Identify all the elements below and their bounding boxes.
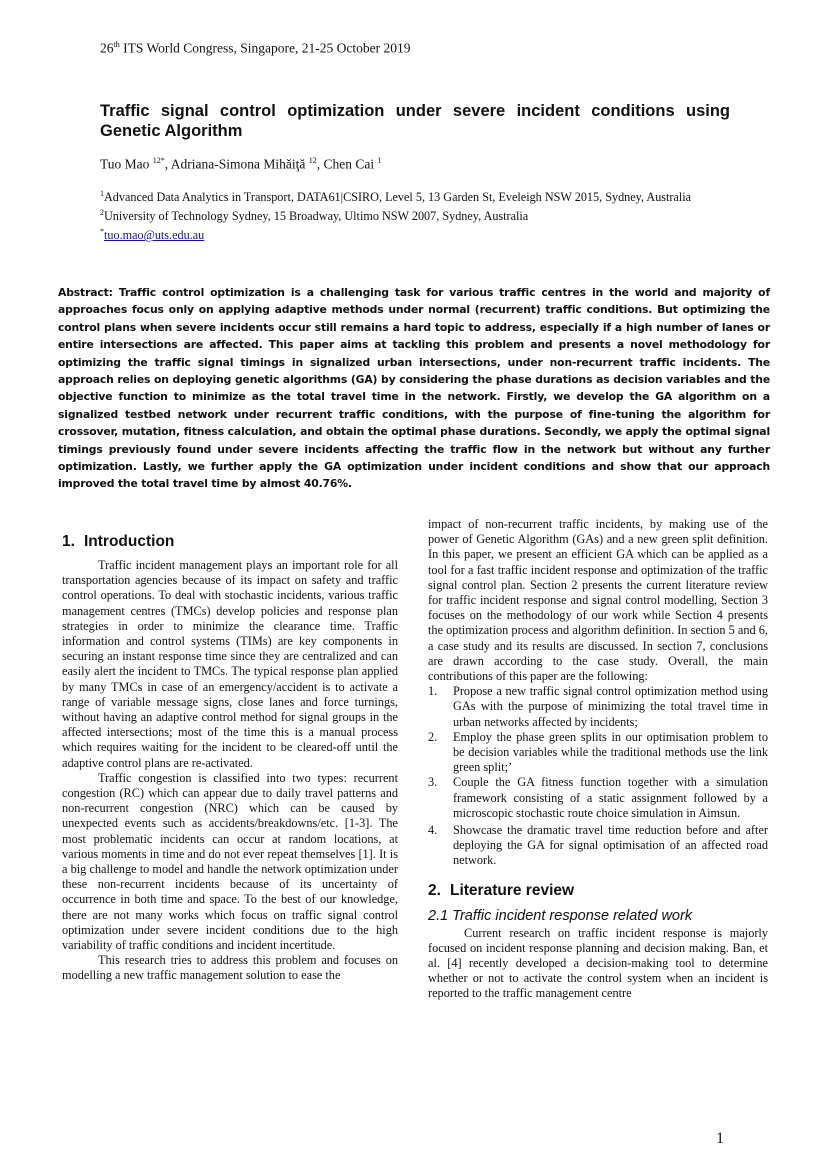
intro-continuation: impact of non-recurrent traffic incidents, by making use of the power of Genetic Algorithm (GAs) and a new green split definition. In this paper, we present an efficient GA which can be applied as a tool for a fast traffic incident response and optimization of the traffic signal control plan. Section 2 presents the current literature review for traffic incident response and signal control modelling, Section 3 focuses on the methodology of our work while Section 4 presents the optimization process and algorithm definition. In section 5 and 6, a case study and its results are discussed. In section 7, conclusions are drawn according to the case study. Overall, the main contributions of this paper are the following:	[428, 517, 768, 684]
conference-header: 26th ITS World Congress, Singapore, 21-25 October 2019	[100, 40, 411, 56]
author-name: Adriana-Simona Mihăiţă	[170, 156, 306, 172]
affiliations	[100, 186, 730, 243]
author-name: Chen Cai	[323, 156, 375, 172]
right-column	[428, 517, 768, 1002]
intro-paragraph-3: This research tries to address this problem and focuses on modelling a new traffic management solution to ease the	[62, 953, 398, 983]
abstract: Abstract: Traffic control optimization is a challenging task for various traffic centres in the world and majority of approaches focus only on applying adaptive methods under normal (recurrent) traffic conditions. But optimizing the control plans when severe incidents occur still remains a hard topic to address, especially if a high number of lanes or entire intersections are affected. This paper aims at tackling this problem and presents a novel methodology for optimizing the traffic signal timings in signalized urban intersections, under non-recurrent traffic incidents. The approach relies on deploying genetic algorithms (GA) by considering the phase durations as decision variables and the objective function to minimize as the total travel time in the network. Firstly, we develop the GA algorithm on a signalized testbed network under recurrent traffic conditions, with the purpose of fine-tuning the algorithm for crossover, mutation, fitness calculation, and obtain the optimal phase durations. Secondly, we apply the optimal signal timings previously found under severe incidents affecting the traffic flow in the network but without any further optimization. Lastly, we further apply the GA optimization under incident conditions and show that our approach improved the total travel time by almost 40.76%.	[58, 286, 770, 491]
list-item: 4. Showcase the dramatic travel time reduction before and after deploying the GA for signal optimisation of an affected road network.	[428, 823, 768, 868]
subsection-2-1-heading: 2.1 Traffic incident response related work	[428, 907, 693, 924]
author-affiliation-mark: 12*	[152, 156, 165, 165]
author-affiliation-mark: 12	[308, 156, 317, 165]
section-1-heading: 1. Introduction	[62, 533, 175, 550]
intro-paragraph-2: Traffic congestion is classified into two types: recurrent congestion (RC) which can appear due to daily travel patterns and non-recurrent congestion (NRC) which can be caused by unexpected events such as accidents/breakdowns/etc. [1-3]. The most problematic incidents can occur at random locations, at various moments in time and do not ever repeat themselves [1]. It is a big challenge to model and handle the network optimization under these non-recurrent incidents because of its uncertainty of occurrence in both time and space. To the best of our knowledge, there are not many works which focus on traffic signal control optimization under severe incident conditions due to the high variability of traffic conditions and incident incertitude.	[62, 770, 398, 953]
contributions-list	[428, 684, 768, 868]
section-2-heading: 2. Literature review	[428, 881, 575, 899]
list-item: 3. Couple the GA fitness function together with a simulation framework consisting of a static assignment followed by a microscopic stochastic route choice simulation in Aimsun.	[428, 775, 768, 820]
affiliation-1: $^1$Advanced Data Analytics in Transport, DATA61|CSIRO, Level 5, 13 Garden St, Eveleigh NSW 2015, Sydney, Australia	[100, 189, 692, 205]
page-number: 1	[716, 1130, 724, 1147]
corresponding-email: *tuo.mao@uts.edu.au	[100, 227, 205, 243]
list-item: 1. Propose a new traffic signal control optimization method using GAs with the purpose of minimizing the total travel time in urban networks affected by incidents;	[428, 684, 768, 729]
author-name: Tuo Mao	[100, 156, 150, 172]
paper-title: Traffic signal control optimization under severe incident conditions using Genetic Algorithm	[100, 102, 730, 140]
affiliation-2: $^2$University of Technology Sydney, 15 Broadway, Ultimo NSW 2007, Sydney, Australia	[100, 208, 529, 224]
author-affiliation-mark: 1	[377, 156, 382, 165]
intro-paragraph-1: Traffic incident management plays an important role for all transportation agencies because of its impact on safety and traffic control operations. To deal with stochastic incidents, various traffic management centres (TMCs) develop policies and response plan strategies in order to minimize the clearance time. Traffic information and control systems (TIMs) are key components in securing an instant response time since they are centralized and can easily alert the incident to TMCs. The typical response plan applied by many TMCs in case of an emergency/accident is to activate a range of variable message signs, close lanes and force turnings, without having an adaptive control method for signal groups in the affected intersections; most of the time this is a manual process which requires waiting for the incident to be cleared-off until the adaptive control plans are re-activated.	[62, 558, 398, 770]
left-column	[62, 532, 398, 984]
author-list: Tuo Mao $^{12*}$, Adriana-Simona Mihăiţă $^{12}$, Chen Cai $^1$	[100, 156, 382, 172]
email-link[interactable]: tuo.mao@uts.edu.au	[104, 228, 205, 243]
list-item: 2. Employ the phase green splits in our optimisation problem to be decision variables while the traditional methods use the link green split;’	[428, 729, 768, 775]
literature-paragraph-1: Current research on traffic incident response is majorly focused on incident response planning and decision making. Ban, et al. [4] recently developed a decision-making tool to determine whether or not to activate the control system when an incident is reported to the traffic management centre	[428, 925, 768, 1001]
